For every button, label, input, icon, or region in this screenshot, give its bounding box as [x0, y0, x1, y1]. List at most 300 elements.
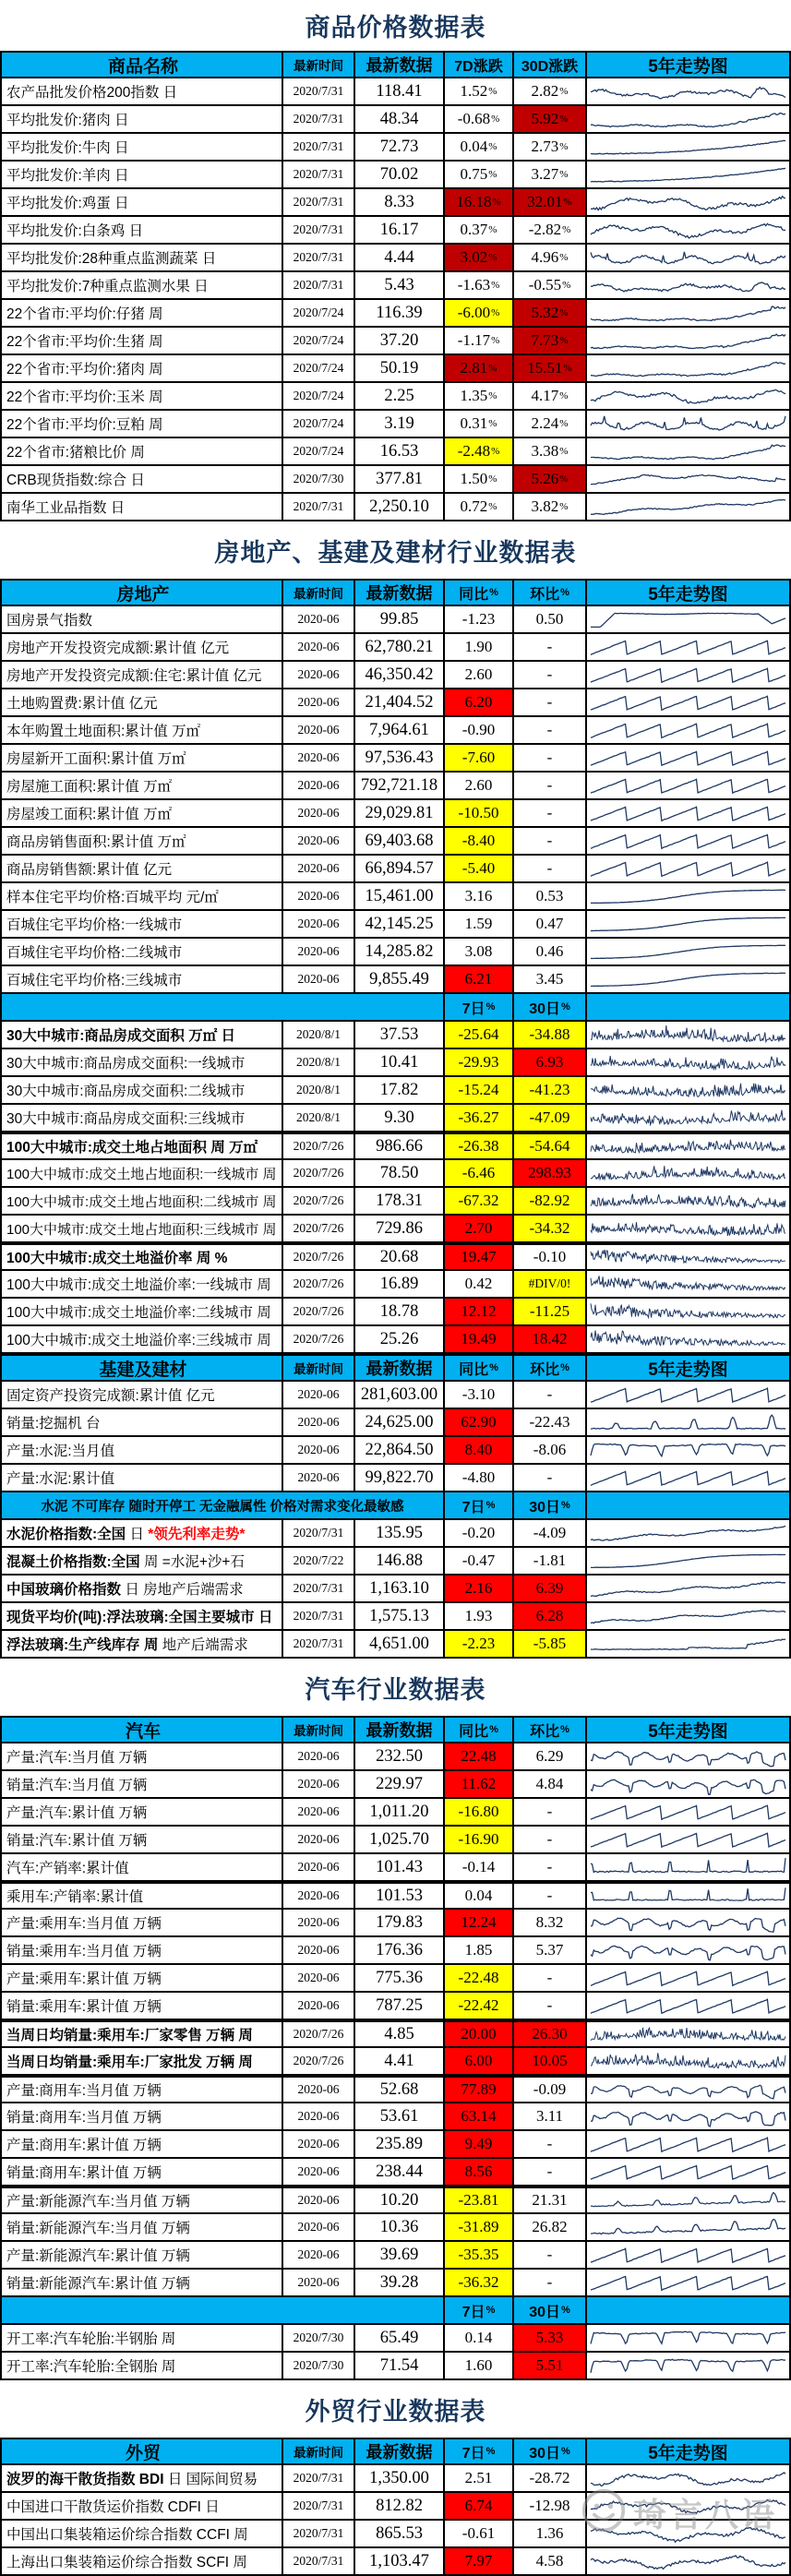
row-date: 2020-06 — [283, 2078, 355, 2102]
sparkline-chart — [587, 606, 789, 632]
row-label-plain: 房地产开发投资完成额:累计值 亿元 — [6, 641, 230, 656]
table-row — [2, 1743, 789, 1771]
sparkline-chart — [587, 1576, 789, 1601]
percent-sign: % — [485, 2446, 496, 2457]
table-row — [2, 355, 789, 383]
row-label-plain: CRB现货指数:综合 日 — [6, 473, 145, 488]
row-chg-7d: -36.32 — [445, 2270, 514, 2295]
row-chg-7d — [445, 106, 514, 132]
sparkline-chart — [587, 189, 789, 215]
row-sparkline — [587, 411, 789, 437]
row-date: 2020/7/26 — [283, 1188, 355, 1214]
percent-sign: % — [488, 224, 497, 235]
row-chg-7d: -26.38 — [445, 1134, 514, 1158]
sparkline-chart — [587, 106, 789, 132]
row-label-text — [6, 665, 261, 685]
subheader-note — [2, 994, 445, 1020]
row-value: 46,350.42 — [355, 662, 445, 688]
row-label — [2, 1245, 283, 1269]
row-label-plain: 100大中城市:成交土地占地面积:三线城市 周 — [6, 1221, 277, 1238]
row-label — [2, 2465, 283, 2491]
table-row — [2, 1854, 789, 1882]
subheader-note: 水泥 不可库存 随时开停工 无金融属性 价格对需求变化最敏感 — [2, 1492, 445, 1518]
row-label — [2, 1884, 283, 1908]
row-sparkline — [587, 689, 789, 715]
row-label-plain: 日 国际间贸易 — [163, 2472, 258, 2487]
row-label — [2, 2022, 283, 2046]
table-row — [2, 2214, 789, 2242]
table-title: 房地产、基建及建材行业数据表 — [214, 538, 577, 567]
column-header-value: 最新数据 — [355, 581, 445, 605]
row-chg-7d: -6.46 — [445, 1160, 514, 1186]
sparkline-chart — [587, 1548, 789, 1574]
row-label-text — [6, 1164, 277, 1183]
row-value: 2.25 — [355, 383, 445, 409]
percent-sign: % — [489, 587, 498, 598]
row-value: 99,822.70 — [355, 1465, 445, 1491]
row-chg-30d: - — [514, 1799, 587, 1825]
table-row — [2, 1299, 789, 1326]
row-value: 4.44 — [355, 245, 445, 270]
table-row — [2, 245, 789, 272]
row-chg-7d: 0.42 — [445, 1271, 514, 1297]
table-row — [2, 1382, 789, 1409]
row-label-plain: 产量:汽车:累计值 万辆 — [6, 1805, 148, 1821]
sparkline-chart — [587, 2521, 789, 2546]
row-label-plain: 房屋新开工面积:累计值 万㎡ — [6, 751, 186, 767]
row-chg-7d: 22.48 — [445, 1743, 514, 1769]
row-chg-7d: -3.10 — [445, 1382, 514, 1408]
table-row — [2, 328, 789, 355]
row-sparkline — [587, 2159, 789, 2185]
data-table — [0, 1716, 791, 2380]
sparkline-chart — [587, 1827, 789, 1852]
table-row — [2, 2548, 789, 2576]
row-date: 2020/7/31 — [283, 1603, 355, 1629]
cell-number: 2.73 — [531, 138, 559, 155]
row-label-text — [6, 1857, 129, 1877]
table-row — [2, 1631, 789, 1659]
row-label-text — [6, 1802, 147, 1822]
row-label-text — [6, 2272, 190, 2293]
column-header-value: 最新数据 — [355, 1718, 445, 1742]
sparkline-chart — [587, 272, 789, 298]
percent-sign: % — [485, 1001, 496, 1012]
row-date: 2020/7/24 — [283, 300, 355, 326]
column-header-chg30: 30日 % — [514, 2439, 587, 2463]
row-label — [2, 2188, 283, 2212]
row-chg-30d: 0.46 — [514, 939, 587, 965]
subheader-chg30: 30日 % — [514, 2297, 587, 2323]
row-chg-30d: -1.81 — [514, 1548, 587, 1574]
row-sparkline — [587, 1134, 789, 1158]
row-sparkline — [587, 717, 789, 743]
row-label — [2, 634, 283, 660]
sparkline-chart — [587, 494, 789, 520]
row-label-plain: 样本住宅平均价格:百城平均 元/㎡ — [6, 890, 219, 905]
row-date: 2020/7/26 — [283, 2022, 355, 2046]
row-date: 2020/7/30 — [283, 2325, 355, 2351]
row-label — [2, 1854, 283, 1880]
row-sparkline — [587, 466, 789, 492]
cell-number: 16.18 — [456, 193, 492, 210]
row-value: 17.82 — [355, 1077, 445, 1103]
row-value: 787.25 — [355, 1993, 445, 2019]
row-label-text — [6, 109, 129, 129]
row-chg-30d: 8.32 — [514, 1910, 587, 1935]
row-value: 78.50 — [355, 1160, 445, 1186]
row-label — [2, 245, 283, 270]
row-label-text — [6, 2355, 175, 2376]
row-label-text — [6, 1468, 114, 1488]
row-sparkline — [587, 2270, 789, 2295]
table-row — [2, 1937, 789, 1965]
cell-number: 3.27 — [531, 165, 559, 183]
row-value: 25.26 — [355, 1326, 445, 1352]
row-value: 72.73 — [355, 134, 445, 160]
row-chg-7d: 1.60 — [445, 2353, 514, 2378]
row-value: 39.69 — [355, 2242, 445, 2268]
row-label-text — [6, 609, 92, 629]
row-date: 2020-06 — [283, 883, 355, 909]
sparkline-chart — [587, 856, 789, 881]
sparkline-chart — [587, 2270, 789, 2295]
row-date: 2020-06 — [283, 1799, 355, 1825]
row-label-text — [6, 1886, 143, 1906]
row-label — [2, 106, 283, 132]
row-chg-7d: 2.70 — [445, 1216, 514, 1241]
data-table — [0, 51, 791, 521]
row-label-text — [6, 941, 182, 962]
row-label-plain: 中国进口干散货运价指数 CDFI 日 — [6, 2499, 220, 2515]
row-date: 2020-06 — [283, 2188, 355, 2212]
row-value: 37.20 — [355, 328, 445, 353]
sparkline-chart — [587, 1520, 789, 1546]
table-row — [2, 300, 789, 328]
sparkline-chart — [587, 1965, 789, 1991]
percent-sign: % — [491, 307, 500, 318]
row-date: 2020-06 — [283, 1937, 355, 1963]
row-date: 2020-06 — [283, 1437, 355, 1463]
row-chg-30d: - — [514, 745, 587, 771]
row-label-text — [6, 2217, 190, 2237]
row-chg-7d: 1.90 — [445, 634, 514, 660]
row-label-text — [6, 2024, 253, 2044]
row-chg-7d — [445, 217, 514, 243]
row-label-text — [6, 1192, 277, 1211]
row-chg-30d: - — [514, 1382, 587, 1408]
column-header-value: 最新数据 — [355, 1356, 445, 1380]
cell-number: 0.04 — [460, 138, 488, 155]
row-value: 52.68 — [355, 2078, 445, 2102]
row-label-plain: 开工率:汽车轮胎:全钢胎 周 — [6, 2359, 176, 2375]
row-chg-30d — [514, 383, 587, 409]
row-chg-7d: -2.23 — [445, 1631, 514, 1657]
row-sparkline — [587, 1884, 789, 1908]
sparkline-chart — [587, 2022, 789, 2046]
row-label-plain: 22个省市:平均价:猪肉 周 — [6, 362, 163, 377]
column-header-trend: 5年走势图 — [648, 584, 728, 605]
row-value: 865.53 — [355, 2521, 445, 2546]
table-row — [2, 1799, 789, 1827]
percent-sign: % — [559, 169, 569, 180]
row-date: 2020-06 — [283, 2103, 355, 2129]
sparkline-chart — [587, 1631, 789, 1657]
row-chg-7d: 12.24 — [445, 1910, 514, 1935]
sparkline-chart — [587, 2048, 789, 2074]
row-chg-30d: - — [514, 1993, 587, 2019]
cell-number: -6.00 — [457, 304, 491, 321]
sparkline-chart — [587, 1382, 789, 1408]
sparkline-chart — [587, 1937, 789, 1963]
row-label-text — [6, 192, 129, 212]
row-chg-7d: 12.12 — [445, 1299, 514, 1324]
percent-sign: % — [560, 1362, 569, 1373]
percent-sign: % — [485, 2305, 496, 2316]
percent-sign: % — [488, 86, 497, 97]
sparkline-chart — [587, 383, 789, 409]
row-date: 2020/7/24 — [283, 438, 355, 464]
row-date: 2020-06 — [283, 1854, 355, 1880]
subheader-chg30: 30日 % — [514, 1492, 587, 1518]
sparkline-chart — [587, 411, 789, 437]
row-value: 9.30 — [355, 1105, 445, 1131]
table-row — [2, 883, 789, 911]
table-row — [2, 2465, 789, 2493]
percent-sign: % — [559, 86, 569, 97]
row-chg-7d: 11.62 — [445, 1771, 514, 1797]
row-sparkline — [587, 2521, 789, 2546]
row-date: 2020-06 — [283, 2270, 355, 2295]
table-row — [2, 1882, 789, 1910]
sparkline-chart — [587, 1022, 789, 1048]
row-chg-7d: -31.89 — [445, 2214, 514, 2240]
cell-number: 5.32 — [531, 304, 559, 321]
sparkline-chart — [587, 78, 789, 104]
row-chg-7d: -16.90 — [445, 1827, 514, 1852]
percent-sign: % — [559, 141, 569, 152]
row-chg-7d: 19.49 — [445, 1326, 514, 1352]
row-label-plain: 22个省市:平均价:玉米 周 — [6, 389, 163, 405]
row-chg-30d — [514, 245, 587, 270]
row-label-plain: 中国出口集装箱运价综合指数 CCFI 周 — [6, 2527, 248, 2543]
row-value: 5.43 — [355, 272, 445, 298]
row-value: 235.89 — [355, 2131, 445, 2157]
table-row — [2, 1965, 789, 1993]
sparkline-chart — [587, 966, 789, 992]
row-chg-7d: -15.24 — [445, 1077, 514, 1103]
watermark-text: 琦言八语 — [633, 2496, 778, 2534]
row-date: 2020-06 — [283, 717, 355, 743]
row-date: 2020/7/26 — [283, 2048, 355, 2074]
row-chg-30d: - — [514, 828, 587, 854]
sparkline-chart — [587, 2214, 789, 2240]
row-sparkline — [587, 2078, 789, 2102]
row-date: 2020-06 — [283, 1827, 355, 1852]
row-date: 2020-06 — [283, 800, 355, 826]
table-row — [2, 1520, 789, 1548]
row-value: 69,403.68 — [355, 828, 445, 854]
row-value: 71.54 — [355, 2353, 445, 2378]
row-chg-7d: -0.47 — [445, 1548, 514, 1574]
row-sparkline — [587, 2242, 789, 2268]
row-value: 178.31 — [355, 1188, 445, 1214]
row-label-text — [6, 1024, 235, 1045]
row-date: 2020-06 — [283, 2214, 355, 2240]
sparkline-chart — [587, 2493, 789, 2519]
row-label — [2, 2242, 283, 2268]
row-label-text — [6, 2245, 190, 2265]
row-sparkline — [587, 1299, 789, 1324]
row-sparkline — [587, 1160, 789, 1186]
table-title: 外贸行业数据表 — [305, 2397, 486, 2426]
row-chg-30d: -0.10 — [514, 1245, 587, 1269]
table-row — [2, 106, 789, 134]
row-date: 2020/7/31 — [283, 2465, 355, 2491]
row-label-plain: 销量:汽车:当月值 万辆 — [6, 1778, 148, 1793]
table-row — [2, 494, 789, 521]
table-row — [2, 466, 789, 494]
row-value: 21,404.52 — [355, 689, 445, 715]
row-label-plain: 本年购置土地面积:累计值 万㎡ — [6, 724, 201, 739]
row-label-text — [6, 2551, 247, 2571]
row-chg-7d: -35.35 — [445, 2242, 514, 2268]
table-row — [2, 911, 789, 939]
row-sparkline — [587, 1993, 789, 2019]
column-header-chg7: 7D涨跌 — [445, 53, 514, 77]
row-date: 2020-06 — [283, 1771, 355, 1797]
table-row — [2, 745, 789, 773]
row-value: 116.39 — [355, 300, 445, 326]
row-chg-30d — [514, 494, 587, 520]
row-label-strong: 水泥价格指数:全国 — [6, 1527, 126, 1542]
row-chg-7d: 2.51 — [445, 2465, 514, 2491]
row-chg-7d: 9.49 — [445, 2131, 514, 2157]
row-sparkline — [587, 1271, 789, 1297]
row-date: 2020-06 — [283, 689, 355, 715]
percent-sign: % — [491, 114, 500, 125]
table-row — [2, 828, 789, 856]
row-chg-7d: -36.27 — [445, 1105, 514, 1131]
row-label-text — [6, 1384, 215, 1405]
row-value: 65.49 — [355, 2325, 445, 2351]
sparkline-chart — [587, 1409, 789, 1435]
row-sparkline — [587, 1520, 789, 1546]
subheader-chg30: 30日 % — [514, 994, 587, 1020]
row-value: 9,855.49 — [355, 966, 445, 992]
row-chg-30d: -11.25 — [514, 1299, 587, 1324]
row-chg-30d: 21.31 — [514, 2188, 587, 2212]
row-label — [2, 800, 283, 826]
row-label-plain: 30大中城市:商品房成交面积:三线城市 — [6, 1111, 246, 1127]
row-label — [2, 1216, 283, 1241]
row-date: 2020/7/31 — [283, 106, 355, 132]
row-chg-30d: 1.36 — [514, 2521, 587, 2546]
row-label-text — [6, 247, 216, 268]
table-row — [2, 2159, 789, 2187]
row-sparkline — [587, 1216, 789, 1241]
percent-sign: % — [560, 1724, 569, 1735]
row-label-strong: 浮法玻璃:生产线库存 周 — [6, 1637, 159, 1653]
row-chg-7d: -16.80 — [445, 1799, 514, 1825]
sparkline-chart — [587, 1799, 789, 1825]
column-header-chg7: 同比 % — [445, 581, 514, 605]
sparkline-chart — [587, 773, 789, 798]
row-label-plain: 固定资产投资完成额:累计值 亿元 — [6, 1388, 215, 1404]
row-date: 2020/7/26 — [283, 1216, 355, 1241]
row-value: 101.53 — [355, 1884, 445, 1908]
cell-number: 15.51 — [527, 359, 563, 377]
row-sparkline — [587, 1188, 789, 1214]
row-label-plain: 100大中城市:成交土地溢价率:三线城市 周 — [6, 1333, 271, 1348]
row-sparkline — [587, 2548, 789, 2574]
percent-sign: % — [563, 363, 572, 374]
row-date: 2020-06 — [283, 2131, 355, 2157]
column-header-time: 最新时间 — [283, 2439, 355, 2463]
row-label — [2, 1910, 283, 1935]
row-label-plain: 平均批发价:牛肉 日 — [6, 140, 129, 156]
row-value: 20.68 — [355, 1245, 445, 1269]
subheader-chg7: 7日 % — [445, 1492, 514, 1518]
row-label-plain: 销量:商用车:累计值 万辆 — [6, 2165, 162, 2181]
row-label — [2, 1134, 283, 1158]
row-sparkline — [587, 1799, 789, 1825]
row-chg-7d: 0.14 — [445, 2325, 514, 2351]
percent-sign: % — [488, 501, 497, 512]
row-label-text — [6, 2468, 258, 2488]
row-sparkline — [587, 2022, 789, 2046]
row-chg-7d: -0.14 — [445, 1854, 514, 1880]
row-date: 2020/7/31 — [283, 494, 355, 520]
sparkline-chart — [587, 1160, 789, 1186]
cell-number: 1.50 — [460, 470, 488, 487]
table-row — [2, 217, 789, 245]
row-label-plain: 销量:挖掘机 台 — [6, 1416, 101, 1432]
row-label — [2, 2159, 283, 2185]
row-sparkline — [587, 1465, 789, 1491]
row-sparkline — [587, 911, 789, 937]
row-date: 2020/7/31 — [283, 217, 355, 243]
sparkline-chart — [587, 883, 789, 909]
data-table — [0, 579, 791, 1659]
row-date: 2020/7/31 — [283, 1520, 355, 1546]
row-chg-7d: 20.00 — [445, 2022, 514, 2046]
table-row — [2, 1465, 789, 1492]
row-date: 2020-06 — [283, 773, 355, 798]
row-date: 2020-06 — [283, 1743, 355, 1769]
table-row — [2, 383, 789, 411]
row-label — [2, 662, 283, 688]
row-chg-7d: -0.90 — [445, 717, 514, 743]
row-chg-30d — [514, 162, 587, 187]
row-label-plain: 100大中城市:成交土地溢价率:二线城市 周 — [6, 1305, 271, 1321]
row-sparkline — [587, 1603, 789, 1629]
row-label-plain: 平均批发价:猪肉 日 — [6, 113, 129, 128]
row-chg-30d: - — [514, 1827, 587, 1852]
row-label — [2, 2548, 283, 2574]
row-value: 24,625.00 — [355, 1409, 445, 1435]
row-value: 62,780.21 — [355, 634, 445, 660]
percent-sign: % — [488, 169, 497, 180]
row-chg-7d: 63.14 — [445, 2103, 514, 2129]
percent-sign: % — [561, 1500, 570, 1511]
row-value: 4,651.00 — [355, 1631, 445, 1657]
row-label-plain: 土地购置费:累计值 亿元 — [6, 696, 158, 712]
table-row — [2, 1409, 789, 1437]
column-header-name: 外贸 — [2, 2439, 283, 2463]
row-chg-30d — [514, 106, 587, 132]
row-chg-7d: 8.40 — [445, 1437, 514, 1463]
